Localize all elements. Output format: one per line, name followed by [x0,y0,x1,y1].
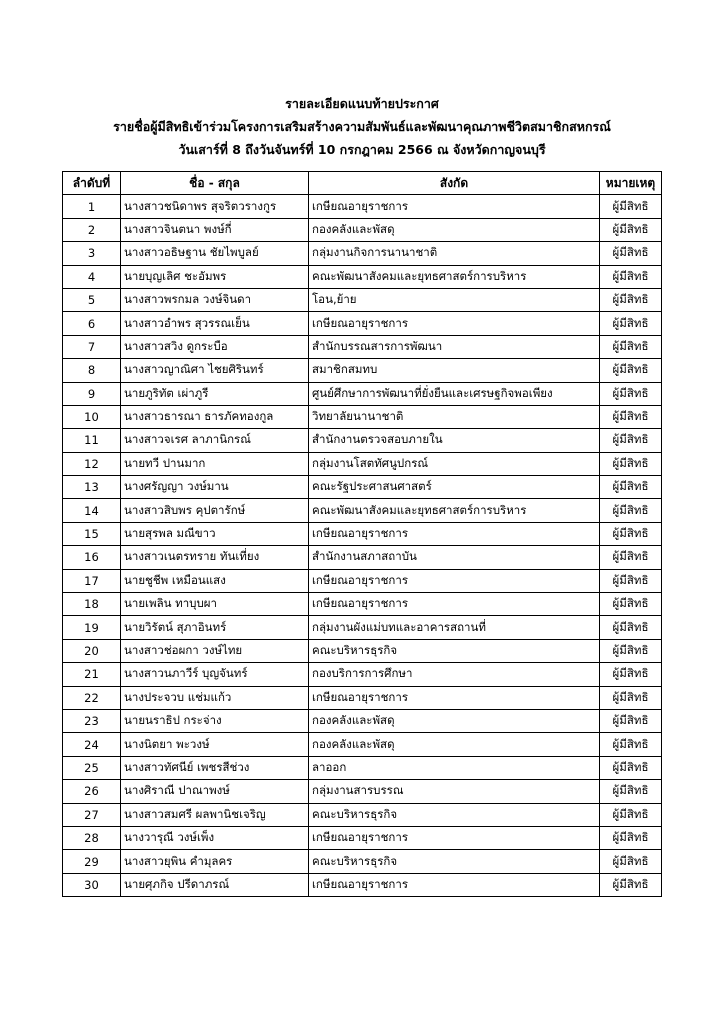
table-row [63,686,662,709]
table-header-row [63,172,662,195]
member-note: ผู้มีสิทธิ [600,476,662,499]
row-number: 18 [63,593,121,616]
row-number: 15 [63,522,121,545]
table-row [63,546,662,569]
member-note: ผู้มีสิทธิ [600,265,662,288]
member-note: ผู้มีสิทธิ [600,218,662,241]
table-row [63,803,662,826]
member-note: ผู้มีสิทธิ [600,522,662,545]
participant-table [62,171,662,897]
table-row [63,593,662,616]
row-number: 16 [63,546,121,569]
member-affiliation: เกษียณอายุราชการ [309,195,600,218]
member-affiliation: กลุ่มงานกิจการนานาชาติ [309,242,600,265]
row-number: 7 [63,335,121,358]
member-note: ผู้มีสิทธิ [600,780,662,803]
member-note: ผู้มีสิทธิ [600,288,662,311]
member-note: ผู้มีสิทธิ [600,359,662,382]
row-number: 21 [63,663,121,686]
member-note: ผู้มีสิทธิ [600,826,662,849]
member-name: นายนราธิป กระจ่าง [121,709,309,732]
row-number: 3 [63,242,121,265]
member-name: นางสาวนภาวีร์ บุญจันทร์ [121,663,309,686]
column-header-no: ลำดับที่ [63,172,121,195]
member-name: นางสาวเนตรทราย ทันเที่ยง [121,546,309,569]
member-affiliation: กลุ่มงานโสตทัศนูปกรณ์ [309,452,600,475]
member-name: นายภูริทัต เผ่าภูรี [121,382,309,405]
member-name: นางศิราณี ปาณาพงษ์ [121,780,309,803]
row-number: 8 [63,359,121,382]
member-note: ผู้มีสิทธิ [600,452,662,475]
row-number: 9 [63,382,121,405]
member-name: นางสาวอำพร สุวรรณเย็น [121,312,309,335]
member-note: ผู้มีสิทธิ [600,429,662,452]
member-affiliation: สำนักบรรณสารการพัฒนา [309,335,600,358]
table-row [63,359,662,382]
member-affiliation: กองบริการการศึกษา [309,663,600,686]
row-number: 2 [63,218,121,241]
list-title: รายชื่อผู้มีสิทธิเข้าร่วมโครงการเสริมสร้างความสัมพันธ์และพัฒนาคุณภาพชีวิตสมาชิกสหกรณ์ [113,119,611,134]
member-name: นายวิรัตน์ สุภาอินทร์ [121,616,309,639]
row-number: 5 [63,288,121,311]
row-number: 1 [63,195,121,218]
member-affiliation: ศูนย์ศึกษาการพัฒนาที่ยั่งยืนและเศรษฐกิจพอเพียง [309,382,600,405]
table-row [63,242,662,265]
member-name: นางสาวชนิดาพร สุจริตวรางกูร [121,195,309,218]
member-name: นายทวี ปานมาก [121,452,309,475]
table-row [63,195,662,218]
member-name: นางสาวธารณา ธารภัคทองกูล [121,405,309,428]
row-number: 12 [63,452,121,475]
table-row [63,405,662,428]
member-note: ผู้มีสิทธิ [600,756,662,779]
member-affiliation: คณะรัฐประศาสนศาสตร์ [309,476,600,499]
row-number: 25 [63,756,121,779]
member-affiliation: เกษียณอายุราชการ [309,686,600,709]
row-number: 14 [63,499,121,522]
member-note: ผู้มีสิทธิ [600,499,662,522]
member-name: นางสาวสวิง ดูกระบือ [121,335,309,358]
table-row [63,826,662,849]
table-row [63,218,662,241]
table-row [63,873,662,896]
table-row [63,522,662,545]
member-name: นางสาวยุพิน คำมุลคร [121,850,309,873]
member-affiliation: สมาชิกสมทบ [309,359,600,382]
member-affiliation: สำนักงานตรวจสอบภายใน [309,429,600,452]
member-affiliation: เกษียณอายุราชการ [309,522,600,545]
table-row [63,288,662,311]
member-note: ผู้มีสิทธิ [600,616,662,639]
member-name: นายเพลิน ทาบุบผา [121,593,309,616]
table-row [63,850,662,873]
document-header [0,92,724,161]
member-affiliation: กองคลังและพัสดุ [309,218,600,241]
member-affiliation: สำนักงานสภาสถาบัน [309,546,600,569]
table-row [63,569,662,592]
attachment-title: รายละเอียดแนบท้ายประกาศ [285,96,439,111]
member-note: ผู้มีสิทธิ [600,850,662,873]
table-row [63,639,662,662]
table-row [63,709,662,732]
column-header-affiliation: สังกัด [309,172,600,195]
row-number: 10 [63,405,121,428]
row-number: 19 [63,616,121,639]
table-row [63,382,662,405]
member-note: ผู้มีสิทธิ [600,803,662,826]
table-row [63,429,662,452]
row-number: 27 [63,803,121,826]
row-number: 17 [63,569,121,592]
member-affiliation: กลุ่มงานสารบรรณ [309,780,600,803]
table-row [63,616,662,639]
member-affiliation: กองคลังและพัสดุ [309,733,600,756]
row-number: 28 [63,826,121,849]
member-name: นางสาวจินตนา พงษ์กี่ [121,218,309,241]
member-name: นางสาวทัศนีย์ เพชรสีช่วง [121,756,309,779]
member-affiliation: เกษียณอายุราชการ [309,873,600,896]
table-row [63,335,662,358]
member-affiliation: วิทยาลัยนานาชาติ [309,405,600,428]
row-number: 6 [63,312,121,335]
member-affiliation: เกษียณอายุราชการ [309,593,600,616]
row-number: 24 [63,733,121,756]
row-number: 23 [63,709,121,732]
member-affiliation: คณะบริหารธุรกิจ [309,803,600,826]
member-note: ผู้มีสิทธิ [600,569,662,592]
member-name: นางสาวจเรศ ลาภานิกรณ์ [121,429,309,452]
row-number: 22 [63,686,121,709]
member-name: นายบุญเลิศ ชะอัมพร [121,265,309,288]
member-affiliation: เกษียณอายุราชการ [309,569,600,592]
member-name: นางสาวญาณิศา ไชยศิรินทร์ [121,359,309,382]
table-row [63,312,662,335]
member-affiliation: กองคลังและพัสดุ [309,709,600,732]
member-name: นางนิตยา พะวงษ์ [121,733,309,756]
member-note: ผู้มีสิทธิ [600,873,662,896]
member-name: นางประจวบ แช่มแก้ว [121,686,309,709]
row-number: 20 [63,639,121,662]
member-note: ผู้มีสิทธิ [600,733,662,756]
member-note: ผู้มีสิทธิ [600,242,662,265]
table-body [63,195,662,897]
member-name: นางสาวพรกมล วงษ์จินดา [121,288,309,311]
row-number: 4 [63,265,121,288]
member-affiliation: เกษียณอายุราชการ [309,826,600,849]
member-affiliation: โอน,ย้าย [309,288,600,311]
table-row [63,476,662,499]
member-name: นางวารุณี วงษ์เพ็ง [121,826,309,849]
member-affiliation: ลาออก [309,756,600,779]
member-note: ผู้มีสิทธิ [600,593,662,616]
table-row [63,756,662,779]
row-number: 29 [63,850,121,873]
member-note: ผู้มีสิทธิ [600,195,662,218]
member-name: นางสาวอธิษฐาน ชัยไพบูลย์ [121,242,309,265]
row-number: 26 [63,780,121,803]
member-name: นายศุภกิจ ปรีดาภรณ์ [121,873,309,896]
member-note: ผู้มีสิทธิ [600,335,662,358]
member-name: นายสุรพล มณีขาว [121,522,309,545]
member-affiliation: คณะพัฒนาสังคมและยุทธศาสตร์การบริหาร [309,499,600,522]
member-name: นางศรัญญา วงษ์มาน [121,476,309,499]
member-note: ผู้มีสิทธิ [600,639,662,662]
member-note: ผู้มีสิทธิ [600,546,662,569]
table-row [63,265,662,288]
table-row [63,452,662,475]
member-affiliation: กลุ่มงานผังแม่บทและอาคารสถานที่ [309,616,600,639]
member-note: ผู้มีสิทธิ [600,405,662,428]
member-note: ผู้มีสิทธิ [600,663,662,686]
member-note: ผู้มีสิทธิ [600,709,662,732]
event-date-location: วันเสาร์ที่ 8 ถึงวันจันทร์ที่ 10 กรกฎาคม 2566 ณ จังหวัดกาญจนบุรี [178,142,546,157]
member-affiliation: เกษียณอายุราชการ [309,312,600,335]
row-number: 30 [63,873,121,896]
member-note: ผู้มีสิทธิ [600,686,662,709]
member-name: นางสาวสิบพร คุปตารักษ์ [121,499,309,522]
member-affiliation: คณะพัฒนาสังคมและยุทธศาสตร์การบริหาร [309,265,600,288]
row-number: 13 [63,476,121,499]
column-header-name: ชื่อ - สกุล [121,172,309,195]
row-number: 11 [63,429,121,452]
table-row [63,499,662,522]
member-note: ผู้มีสิทธิ [600,382,662,405]
member-name: นางสาวสมศรี ผลพานิชเจริญ [121,803,309,826]
member-note: ผู้มีสิทธิ [600,312,662,335]
member-affiliation: คณะบริหารธุรกิจ [309,639,600,662]
table-row [63,733,662,756]
member-name: นายชูชีพ เหมือนแสง [121,569,309,592]
table-row [63,663,662,686]
table-row [63,780,662,803]
member-name: นางสาวช่อผกา วงษ์ไทย [121,639,309,662]
member-affiliation: คณะบริหารธุรกิจ [309,850,600,873]
column-header-note: หมายเหตุ [600,172,662,195]
